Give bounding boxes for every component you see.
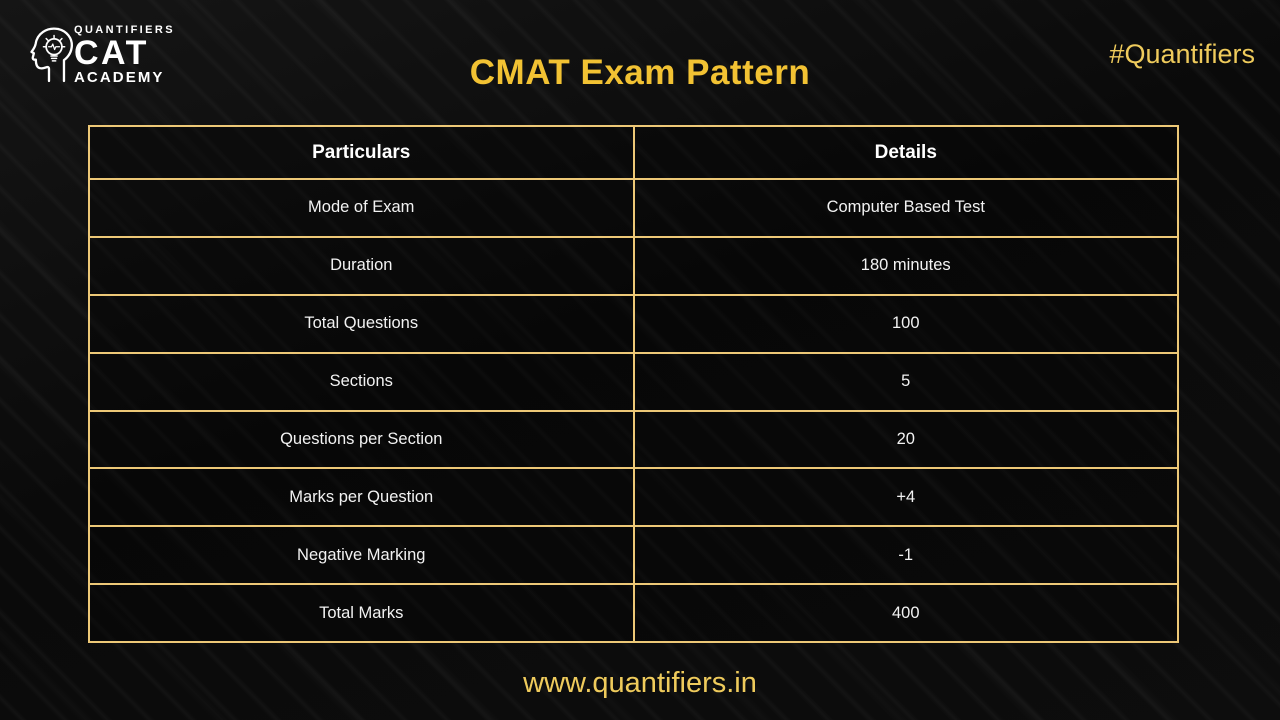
table-row	[89, 411, 1178, 469]
table-row	[89, 295, 1178, 353]
col-header-particulars: Particulars	[89, 126, 634, 179]
cell-detail: 400	[634, 584, 1179, 642]
cell-particular: Negative Marking	[89, 526, 634, 584]
table-row	[89, 353, 1178, 411]
table-row	[89, 468, 1178, 526]
cell-particular: Total Questions	[89, 295, 634, 353]
cell-detail: +4	[634, 468, 1179, 526]
logo-text-quantifiers: QUANTIFIERS	[74, 23, 175, 36]
website-url: www.quantifiers.in	[523, 667, 757, 699]
page-title: CMAT Exam Pattern	[469, 53, 811, 92]
cell-particular: Sections	[89, 353, 634, 411]
table-row	[89, 179, 1178, 237]
cell-particular: Questions per Section	[89, 411, 634, 469]
cell-detail: Computer Based Test	[634, 179, 1179, 237]
cell-particular: Total Marks	[89, 584, 634, 642]
cell-detail: 100	[634, 295, 1179, 353]
exam-pattern-table	[88, 125, 1179, 643]
table-row	[89, 526, 1178, 584]
cell-particular: Marks per Question	[89, 468, 634, 526]
cell-particular: Duration	[89, 237, 634, 295]
logo-text-academy: ACADEMY	[74, 69, 165, 87]
brand-hashtag: #Quantifiers	[1109, 39, 1255, 69]
table-row	[89, 584, 1178, 642]
cell-particular: Mode of Exam	[89, 179, 634, 237]
cell-detail: -1	[634, 526, 1179, 584]
table-header-row	[89, 126, 1178, 179]
table-row	[89, 237, 1178, 295]
col-header-details: Details	[634, 126, 1179, 179]
cell-detail: 180 minutes	[634, 237, 1179, 295]
cell-detail: 20	[634, 411, 1179, 469]
cell-detail: 5	[634, 353, 1179, 411]
logo-text-cat: CAT	[74, 33, 149, 72]
